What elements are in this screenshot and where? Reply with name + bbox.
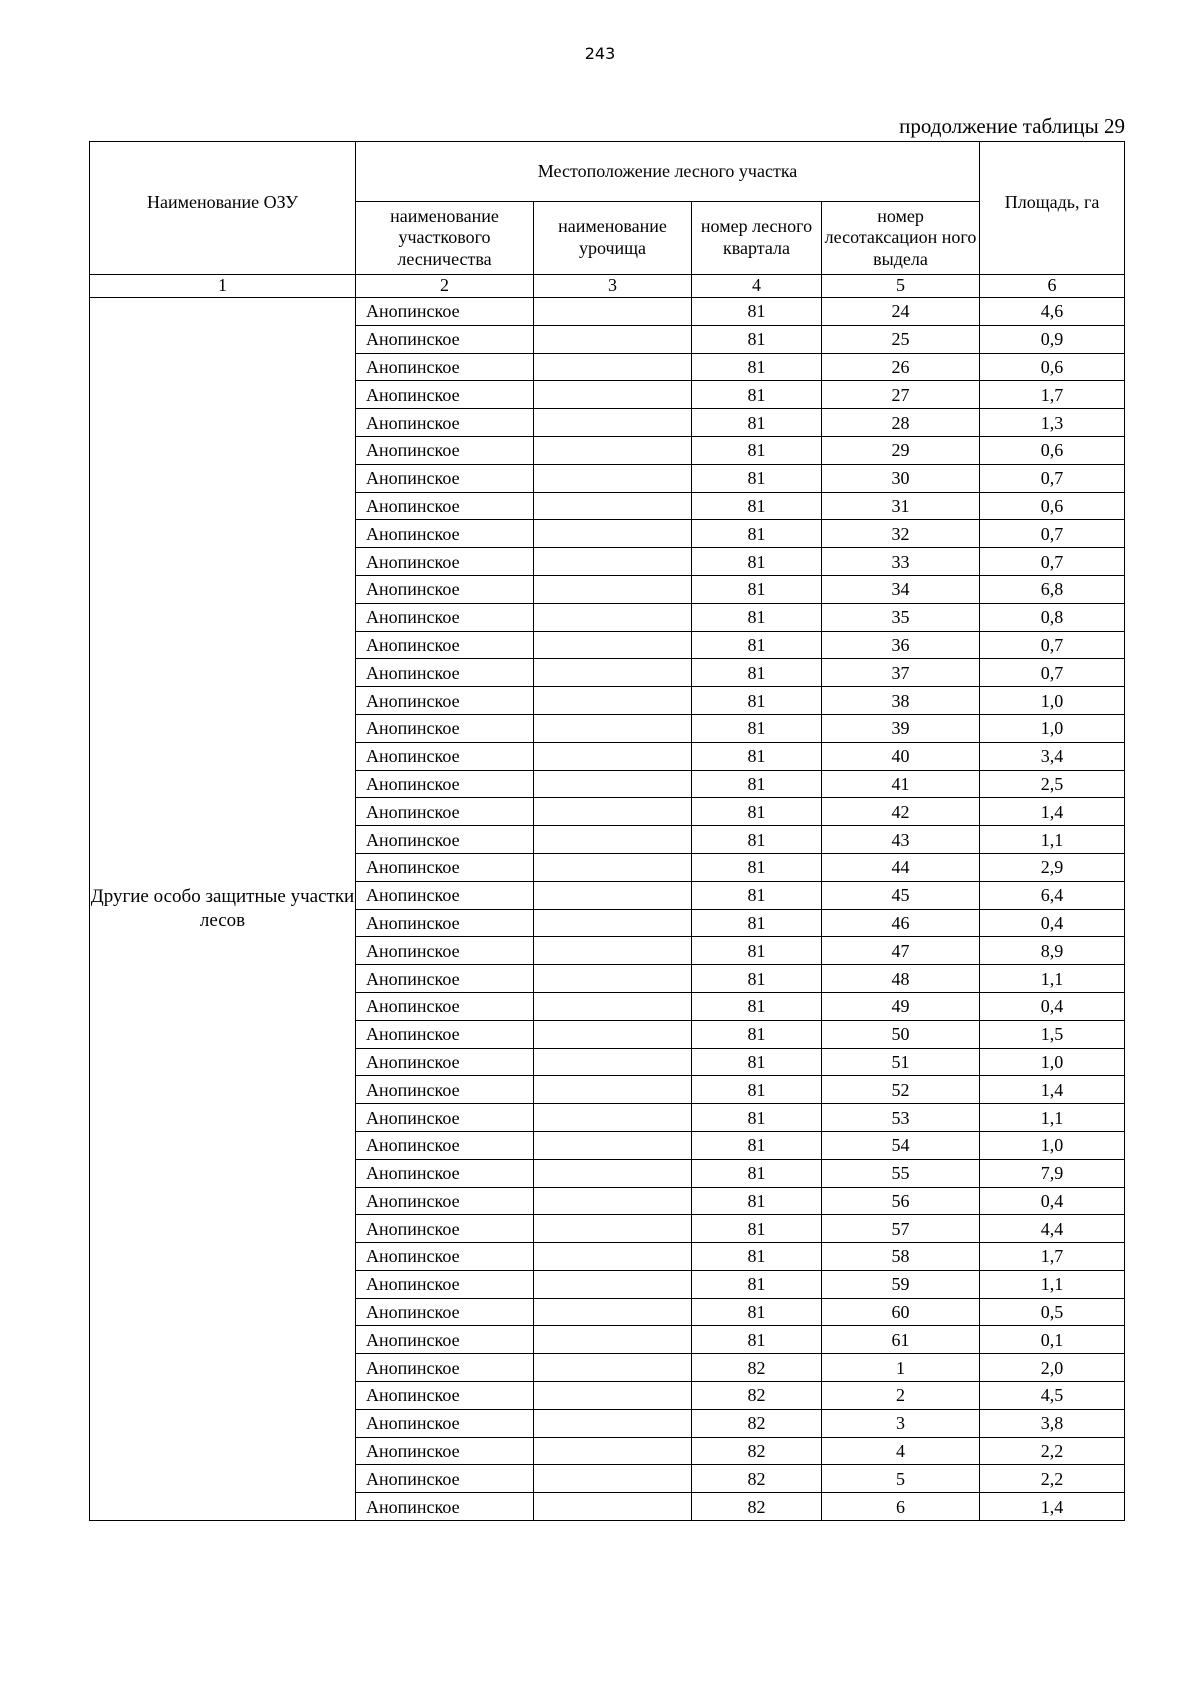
area-cell: 0,5 [980, 1298, 1125, 1326]
header-allotment: номер лесотаксацион ного выдела [822, 202, 980, 275]
forestry-cell: Анопинское [356, 492, 534, 520]
forestry-cell: Анопинское [356, 1215, 534, 1243]
area-cell: 1,4 [980, 798, 1125, 826]
area-cell: 1,3 [980, 409, 1125, 437]
allotment-cell: 42 [822, 798, 980, 826]
allotment-cell: 37 [822, 659, 980, 687]
forestry-cell: Анопинское [356, 548, 534, 576]
quarter-cell: 81 [692, 548, 822, 576]
forestry-cell: Анопинское [356, 631, 534, 659]
tract-cell [534, 381, 692, 409]
allotment-cell: 51 [822, 1048, 980, 1076]
area-cell: 0,1 [980, 1326, 1125, 1354]
tract-cell [534, 798, 692, 826]
allotment-cell: 24 [822, 298, 980, 326]
col-number: 3 [534, 275, 692, 298]
quarter-cell: 81 [692, 1243, 822, 1271]
forestry-cell: Анопинское [356, 770, 534, 798]
quarter-cell: 82 [692, 1493, 822, 1521]
quarter-cell: 81 [692, 436, 822, 464]
tract-cell [534, 853, 692, 881]
area-cell: 4,5 [980, 1382, 1125, 1410]
area-cell: 6,4 [980, 881, 1125, 909]
quarter-cell: 81 [692, 1159, 822, 1187]
allotment-cell: 41 [822, 770, 980, 798]
tract-cell [534, 1437, 692, 1465]
forestry-cell: Анопинское [356, 909, 534, 937]
quarter-cell: 81 [692, 492, 822, 520]
forestry-cell: Анопинское [356, 381, 534, 409]
allotment-cell: 6 [822, 1493, 980, 1521]
tract-cell [534, 409, 692, 437]
quarter-cell: 81 [692, 575, 822, 603]
forestry-cell: Анопинское [356, 1326, 534, 1354]
allotment-cell: 39 [822, 714, 980, 742]
allotment-cell: 29 [822, 436, 980, 464]
tract-cell [534, 1465, 692, 1493]
tract-cell [534, 492, 692, 520]
tract-cell [534, 742, 692, 770]
col-number: 1 [90, 275, 356, 298]
quarter-cell: 81 [692, 965, 822, 993]
tract-cell [534, 1215, 692, 1243]
tract-cell [534, 548, 692, 576]
forestry-cell: Анопинское [356, 826, 534, 854]
header-area: Площадь, га [980, 142, 1125, 275]
allotment-cell: 57 [822, 1215, 980, 1243]
forestry-cell: Анопинское [356, 325, 534, 353]
allotment-cell: 44 [822, 853, 980, 881]
forestry-cell: Анопинское [356, 1159, 534, 1187]
allotment-cell: 2 [822, 1382, 980, 1410]
area-cell: 2,5 [980, 770, 1125, 798]
allotment-cell: 61 [822, 1326, 980, 1354]
quarter-cell: 81 [692, 298, 822, 326]
forestry-cell: Анопинское [356, 1076, 534, 1104]
area-cell: 0,8 [980, 603, 1125, 631]
area-cell: 0,7 [980, 464, 1125, 492]
quarter-cell: 81 [692, 881, 822, 909]
tract-cell [534, 1298, 692, 1326]
quarter-cell: 82 [692, 1437, 822, 1465]
allotment-cell: 1 [822, 1354, 980, 1382]
quarter-cell: 81 [692, 1131, 822, 1159]
tract-cell [534, 687, 692, 715]
forestry-cell: Анопинское [356, 798, 534, 826]
forestry-cell: Анопинское [356, 1243, 534, 1271]
area-cell: 0,7 [980, 631, 1125, 659]
tract-cell [534, 965, 692, 993]
quarter-cell: 81 [692, 1326, 822, 1354]
tract-cell [534, 826, 692, 854]
area-cell: 0,4 [980, 909, 1125, 937]
area-cell: 1,0 [980, 1048, 1125, 1076]
quarter-cell: 81 [692, 798, 822, 826]
area-cell: 0,6 [980, 492, 1125, 520]
tract-cell [534, 1104, 692, 1132]
area-cell: 0,9 [980, 325, 1125, 353]
area-cell: 2,2 [980, 1465, 1125, 1493]
forestry-cell: Анопинское [356, 1270, 534, 1298]
tract-cell [534, 1187, 692, 1215]
quarter-cell: 81 [692, 1076, 822, 1104]
tract-cell [534, 1409, 692, 1437]
quarter-cell: 82 [692, 1382, 822, 1410]
quarter-cell: 81 [692, 1215, 822, 1243]
quarter-cell: 81 [692, 325, 822, 353]
table-continuation-caption: продолжение таблицы 29 [899, 114, 1125, 138]
forestry-cell: Анопинское [356, 1409, 534, 1437]
forestry-cell: Анопинское [356, 1493, 534, 1521]
forestry-cell: Анопинское [356, 1354, 534, 1382]
table-body [90, 298, 1125, 1521]
area-cell: 2,0 [980, 1354, 1125, 1382]
quarter-cell: 81 [692, 714, 822, 742]
header-location: Местоположение лесного участка [356, 142, 980, 202]
forestry-cell: Анопинское [356, 520, 534, 548]
quarter-cell: 81 [692, 1270, 822, 1298]
forestry-cell: Анопинское [356, 409, 534, 437]
tract-cell [534, 770, 692, 798]
area-cell: 1,1 [980, 826, 1125, 854]
allotment-cell: 49 [822, 992, 980, 1020]
area-cell: 0,6 [980, 353, 1125, 381]
area-cell: 1,0 [980, 687, 1125, 715]
allotment-cell: 34 [822, 575, 980, 603]
forestry-cell: Анопинское [356, 1437, 534, 1465]
area-cell: 2,9 [980, 853, 1125, 881]
area-cell: 0,4 [980, 1187, 1125, 1215]
forestry-cell: Анопинское [356, 965, 534, 993]
area-cell: 1,0 [980, 1131, 1125, 1159]
quarter-cell: 81 [692, 937, 822, 965]
col-number: 4 [692, 275, 822, 298]
tract-cell [534, 464, 692, 492]
tract-cell [534, 631, 692, 659]
quarter-cell: 81 [692, 353, 822, 381]
tract-cell [534, 1131, 692, 1159]
area-cell: 1,1 [980, 965, 1125, 993]
forestry-cell: Анопинское [356, 298, 534, 326]
page-number: 243 [584, 44, 616, 63]
allotment-cell: 38 [822, 687, 980, 715]
allotment-cell: 3 [822, 1409, 980, 1437]
allotment-cell: 25 [822, 325, 980, 353]
tract-cell [534, 1048, 692, 1076]
forestry-cell: Анопинское [356, 853, 534, 881]
allotment-cell: 5 [822, 1465, 980, 1493]
allotment-cell: 55 [822, 1159, 980, 1187]
forest-plots-table [89, 141, 1125, 1521]
tract-cell [534, 937, 692, 965]
forestry-cell: Анопинское [356, 1298, 534, 1326]
quarter-cell: 81 [692, 1187, 822, 1215]
forestry-cell: Анопинское [356, 575, 534, 603]
col-number: 5 [822, 275, 980, 298]
quarter-cell: 81 [692, 464, 822, 492]
area-cell: 3,4 [980, 742, 1125, 770]
area-cell: 1,1 [980, 1104, 1125, 1132]
allotment-cell: 54 [822, 1131, 980, 1159]
forestry-cell: Анопинское [356, 353, 534, 381]
allotment-cell: 32 [822, 520, 980, 548]
forestry-cell: Анопинское [356, 1048, 534, 1076]
tract-cell [534, 1159, 692, 1187]
header-quarter: номер лесного квартала [692, 202, 822, 275]
allotment-cell: 46 [822, 909, 980, 937]
allotment-cell: 50 [822, 1020, 980, 1048]
quarter-cell: 81 [692, 687, 822, 715]
allotment-cell: 60 [822, 1298, 980, 1326]
allotment-cell: 40 [822, 742, 980, 770]
quarter-cell: 82 [692, 1354, 822, 1382]
forestry-cell: Анопинское [356, 687, 534, 715]
tract-cell [534, 1326, 692, 1354]
header-ozu-name: Наименование ОЗУ [90, 142, 356, 275]
area-cell: 7,9 [980, 1159, 1125, 1187]
area-cell: 1,4 [980, 1493, 1125, 1521]
quarter-cell: 81 [692, 1104, 822, 1132]
allotment-cell: 35 [822, 603, 980, 631]
quarter-cell: 81 [692, 770, 822, 798]
forestry-cell: Анопинское [356, 1382, 534, 1410]
area-cell: 1,7 [980, 381, 1125, 409]
forestry-cell: Анопинское [356, 603, 534, 631]
allotment-cell: 48 [822, 965, 980, 993]
quarter-cell: 82 [692, 1409, 822, 1437]
tract-cell [534, 881, 692, 909]
allotment-cell: 30 [822, 464, 980, 492]
quarter-cell: 81 [692, 853, 822, 881]
quarter-cell: 81 [692, 381, 822, 409]
area-cell: 1,1 [980, 1270, 1125, 1298]
quarter-cell: 82 [692, 1465, 822, 1493]
tract-cell [534, 659, 692, 687]
allotment-cell: 43 [822, 826, 980, 854]
area-cell: 8,9 [980, 937, 1125, 965]
forestry-cell: Анопинское [356, 1104, 534, 1132]
quarter-cell: 81 [692, 659, 822, 687]
forestry-cell: Анопинское [356, 659, 534, 687]
forestry-cell: Анопинское [356, 714, 534, 742]
tract-cell [534, 1076, 692, 1104]
area-cell: 0,6 [980, 436, 1125, 464]
tract-cell [534, 520, 692, 548]
quarter-cell: 81 [692, 603, 822, 631]
allotment-cell: 27 [822, 381, 980, 409]
area-cell: 3,8 [980, 1409, 1125, 1437]
tract-cell [534, 1020, 692, 1048]
allotment-cell: 53 [822, 1104, 980, 1132]
allotment-cell: 52 [822, 1076, 980, 1104]
quarter-cell: 81 [692, 909, 822, 937]
table-row [90, 298, 1125, 326]
forestry-cell: Анопинское [356, 1465, 534, 1493]
allotment-cell: 28 [822, 409, 980, 437]
area-cell: 4,4 [980, 1215, 1125, 1243]
allotment-cell: 31 [822, 492, 980, 520]
tract-cell [534, 1382, 692, 1410]
forestry-cell: Анопинское [356, 992, 534, 1020]
tract-cell [534, 325, 692, 353]
tract-cell [534, 992, 692, 1020]
area-cell: 1,4 [980, 1076, 1125, 1104]
area-cell: 0,7 [980, 659, 1125, 687]
tract-cell [534, 298, 692, 326]
col-number: 6 [980, 275, 1125, 298]
quarter-cell: 81 [692, 409, 822, 437]
area-cell: 2,2 [980, 1437, 1125, 1465]
tract-cell [534, 575, 692, 603]
allotment-cell: 47 [822, 937, 980, 965]
quarter-cell: 81 [692, 992, 822, 1020]
area-cell: 1,0 [980, 714, 1125, 742]
tract-cell [534, 1354, 692, 1382]
forestry-cell: Анопинское [356, 1020, 534, 1048]
tract-cell [534, 909, 692, 937]
allotment-cell: 56 [822, 1187, 980, 1215]
tract-cell [534, 603, 692, 631]
tract-cell [534, 1270, 692, 1298]
forestry-cell: Анопинское [356, 436, 534, 464]
area-cell: 0,7 [980, 548, 1125, 576]
area-cell: 1,7 [980, 1243, 1125, 1271]
allotment-cell: 59 [822, 1270, 980, 1298]
tract-cell [534, 1243, 692, 1271]
forestry-cell: Анопинское [356, 1187, 534, 1215]
area-cell: 6,8 [980, 575, 1125, 603]
quarter-cell: 81 [692, 826, 822, 854]
forestry-cell: Анопинское [356, 1131, 534, 1159]
col-number: 2 [356, 275, 534, 298]
quarter-cell: 81 [692, 631, 822, 659]
area-cell: 4,6 [980, 298, 1125, 326]
header-forestry: наименование участкового лесничества [356, 202, 534, 275]
allotment-cell: 26 [822, 353, 980, 381]
allotment-cell: 36 [822, 631, 980, 659]
tract-cell [534, 714, 692, 742]
allotment-cell: 58 [822, 1243, 980, 1271]
allotment-cell: 45 [822, 881, 980, 909]
tract-cell [534, 1493, 692, 1521]
area-cell: 0,7 [980, 520, 1125, 548]
tract-cell [534, 436, 692, 464]
area-cell: 1,5 [980, 1020, 1125, 1048]
ozu-name-cell: Другие особо защитные участки лесов [90, 298, 356, 1521]
header-tract: наименование урочища [534, 202, 692, 275]
quarter-cell: 81 [692, 520, 822, 548]
forestry-cell: Анопинское [356, 464, 534, 492]
quarter-cell: 81 [692, 1020, 822, 1048]
forestry-cell: Анопинское [356, 742, 534, 770]
quarter-cell: 81 [692, 742, 822, 770]
allotment-cell: 33 [822, 548, 980, 576]
tract-cell [534, 353, 692, 381]
forestry-cell: Анопинское [356, 937, 534, 965]
area-cell: 0,4 [980, 992, 1125, 1020]
quarter-cell: 81 [692, 1048, 822, 1076]
allotment-cell: 4 [822, 1437, 980, 1465]
forestry-cell: Анопинское [356, 881, 534, 909]
quarter-cell: 81 [692, 1298, 822, 1326]
